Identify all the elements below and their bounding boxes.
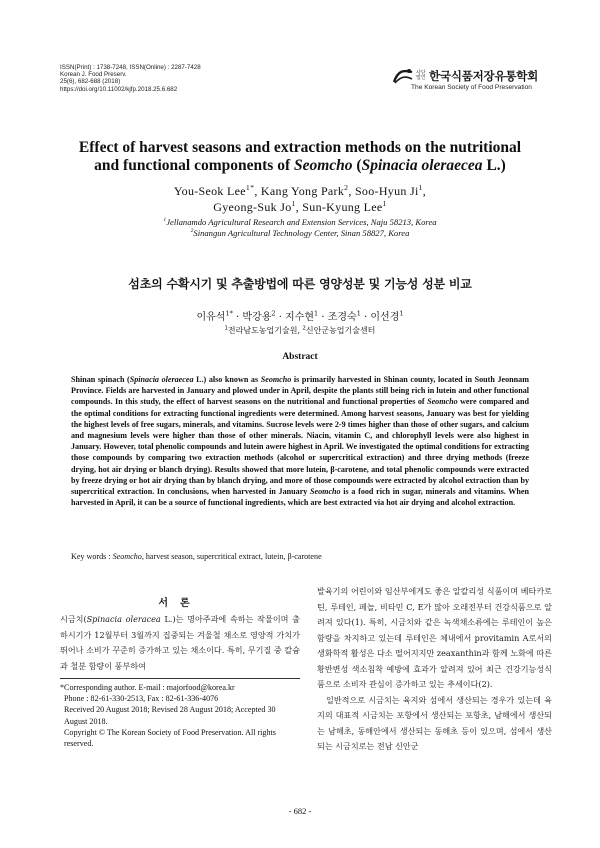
society-emblem-icon [392,67,414,85]
title-line-2 [40,157,560,175]
author-sup: 1 [418,183,423,192]
footnote [60,682,300,749]
title-italic: Seomcho [293,157,353,174]
author-sup: 1 [399,309,404,318]
volume-line: 25(6), 682-688 (2018) [60,78,121,86]
title-text: ( [352,157,362,174]
affil-text-kr: 전라남도농업기술원, [227,326,303,335]
affil-text-kr: 신안군농업기술센터 [305,326,376,335]
abstract-heading: Abstract [282,352,318,362]
title-text: and functional components of [94,157,294,174]
corresponding-author: *Corresponding author. E-mail : majorfood@korea.kr [60,683,235,692]
abstract-text: is a food rich in sugar, minerals and vitamins. When harvested in April, it can be a source of functional ingredients, which are best extracted via hot air drying and alcohol extraction. [71,487,529,508]
society-name-en: The Korean Society of Food Preservation [411,84,532,91]
abstract-text: were compared and the optimal conditions for extracting functional ingredients were determined. Among harvest seasons, January was best for yielding the highest levels of free sugars, minerals, and vitamins. Sucrose levels were 2-9 times higher than those of other sugars, and calcium and magnesium levels were higher than those of other minerals. Niacin, vitamin C, and chlorophyll levels were also highest in January. However, total phenolic compounds and lutein awere highest in April. We investigated the optimal conditions for extracting those compounds by comparing two extraction methods (alcohol or supercritical extraction) and three drying methods (freeze drying, hot air drying or blanch drying). Results showed that more lutein, β-carotene, and total phenolic compounds were extracted by freeze drying or hot air drying than by blanch drying, and more of those compounds were extracted by alcohol extraction than by supercritical extraction. In conclusions, when harvested in January [71,397,529,497]
keywords [71,551,529,562]
society-logo [392,67,538,85]
author-line-1 [40,183,560,199]
affiliation-1 [40,217,560,228]
body-paragraph: 발육기의 어린이와 임산부에게도 좋은 알칼리성 식품이며 베타카로틴, 루테인, 페놀, 비타민 C, E가 많아 오래전부터 건강식품으로 알려져 있다(1). 특히, 시금치와 같은 녹색채소류에는 루테인이 높은 함량을 차지하고 있는데 루테인은 체내에서 provitamin A로서의 생화학적 활성은 다소 떨어지지만 zeaxanthin과 함께 노화에 따른 황반변성 색소침착 예방에 효과가 알려져 있어 최근 건강기능성식품으로 소비자 관심이 증가하고 있는 추세이다(2). [317,586,552,689]
intro-right-column [317,584,552,755]
title-text: L.) [482,157,506,174]
author-sup: 1* [225,309,233,318]
intro-left-column [60,612,300,674]
abstract-italic: Spinacia oleraecea [129,375,194,384]
author-name-kr: · 박강용 [232,312,272,323]
affil-text: Jellanamdo Agricultural Research and Extension Services, Naju 58213, Korea [166,217,437,227]
author-line-2 [40,199,560,215]
journal-line: Korean J. Food Preserv. [60,71,127,79]
author-sep: , [422,184,427,198]
abstract-text: is primarily harvested in Shinan county, located in South Jeonnam Province. Fields are harvested in January and plowed under in April, despite the plants still being rich in lutein and other functional compounds. In this study, the effect of harvest seasons on the nutritional and functional properties of [71,375,529,407]
keywords-list: , harvest season, supercritical extract, lutein, β-carotene [141,552,322,561]
abstract-italic: Seomcho [427,397,458,407]
affiliation-2 [40,228,560,239]
body-text: 시금치( [60,614,87,624]
affil-sup: 2 [190,227,194,234]
affil-text: Sinangun Agricultural Technology Center, Sinan 58827, Korea [193,227,410,238]
author-list-kr [40,311,560,324]
author-name: , Soo-Hyun Ji [348,184,419,198]
section-heading-introduction: 서론 [158,598,202,609]
abstract-body [71,374,529,508]
title-italic: Spinacia oleraecea [361,157,483,174]
received-dates: Received 20 August 2018; Revised 28 August 2018; Accepted 30 August 2018. [64,705,276,726]
society-small-label: 사단 법인 [416,69,426,81]
author-name-kr: · 지수현 [275,312,315,323]
author-sup: 1 [382,199,387,208]
author-sup: 2 [271,309,276,318]
affiliations-kr [40,326,560,336]
paper-title-kr: 섬초의 수확시기 및 추출방법에 따른 영양성분 및 기능성 성분 비교 [128,277,472,291]
contact-phone: Phone : 82-61-330-2513, Fax : 82-61-336-4076 [64,694,219,704]
keyword-italic: Seomcho [112,552,142,561]
affiliations [40,217,560,239]
author-name: You-Seok Lee [173,184,246,198]
paper-title [40,139,560,175]
abstract-italic: Seomcho [260,375,292,384]
abstract-italic: Seomcho [310,487,341,497]
author-sup: 1* [245,183,255,192]
author-list [40,183,560,215]
author-name-kr: · 조경숙 [318,312,357,323]
keywords-label: Key words : [71,552,113,561]
author-sup: 1 [356,309,361,318]
affil-sup: 2 [302,325,306,332]
author-name: , Kang Yong Park [254,184,345,198]
issn-block [60,64,201,93]
title-line-1: Effect of harvest seasons and extraction methods on the nutritional [78,139,522,156]
abstract-text: Shinan spinach ( [71,375,130,384]
author-sup: 2 [344,183,349,192]
affil-sup: 1 [224,325,228,332]
doi-link[interactable]: https://doi.org/10.11002/kjfp.2018.25.6.682 [60,85,178,93]
author-name-kr: 이유석 [196,312,226,323]
page-number: - 682 - [288,806,312,816]
footnote-rule [60,678,300,679]
issn-line: ISSN(Print) : 1738-7248, ISSN(Online) : 2287-7428 [60,64,201,71]
author-name-kr: · 이선경 [360,312,400,323]
affil-sup: 1 [163,217,167,224]
author-sup: 1 [291,199,296,208]
body-italic: Spinacia oleracea [86,614,161,624]
author-sup: 1 [314,309,319,318]
author-name: Gyeong-Suk Jo [213,200,292,214]
society-name-kr: 한국식품저장유통학회 [429,69,539,83]
body-paragraph: 일반적으로 시금치는 육지와 섬에서 생산되는 경우가 있는데 육지의 대표적 시금치는 포항에서 생산되는 포항초, 남해에서 생산되는 남해초, 동해안에서 생산되는 동해초 등이 있으며, 섬에서 생산되는 시금치로는 전남 신안군 [317,694,552,751]
abstract-text: L.) also known as [193,375,261,384]
body-text: L.)는 명아주과에 속하는 작물이며 출하시기가 12월부터 3월까지 집중되는 겨울철 채소로 영양적 가치가 뛰어나 소비가 꾸준히 증가하고 있는 채소이다. 특히, 무기질 중 칼슘과 철분 함량이 풍부하여 [60,614,301,671]
copyright: Copyright © The Korean Society of Food Preservation. All rights reserved. [64,727,276,749]
author-name: , Sun-Kyung Lee [295,200,383,214]
